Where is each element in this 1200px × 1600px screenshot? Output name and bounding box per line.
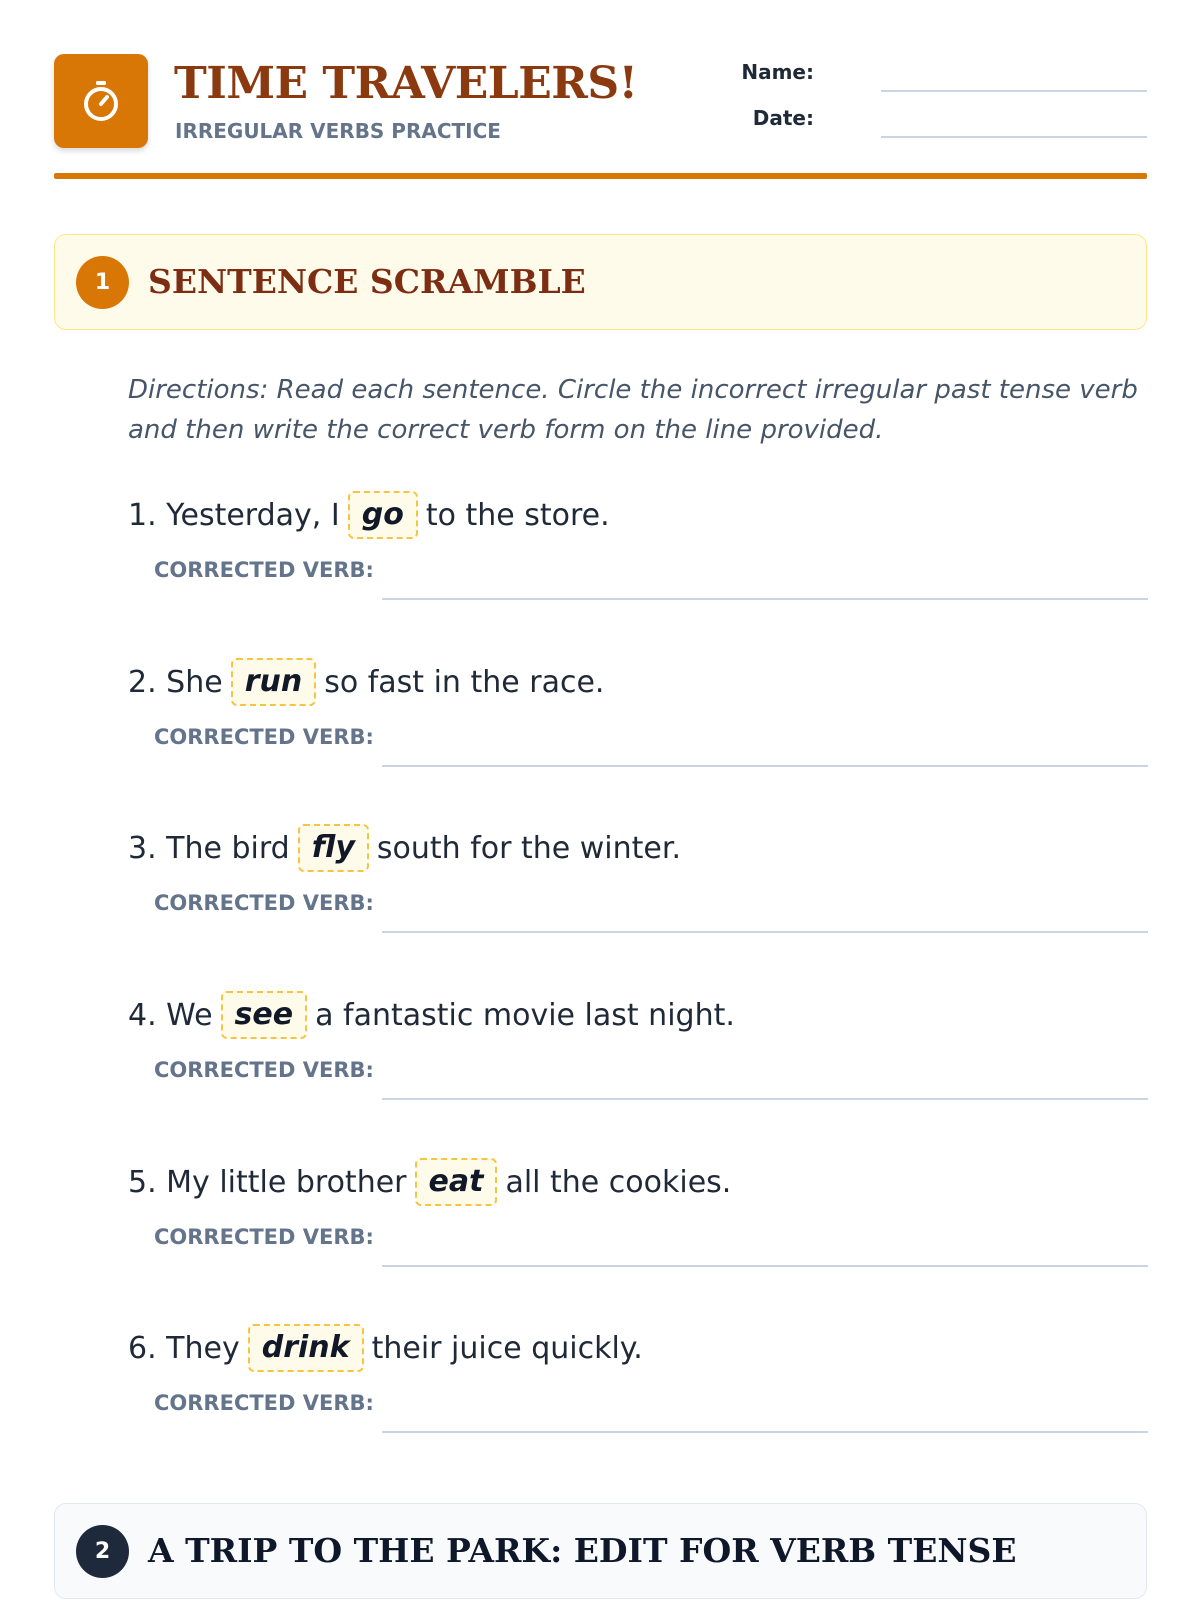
verb-box[interactable]: fly — [298, 824, 369, 872]
corrected-verb-line[interactable] — [382, 1265, 1148, 1267]
exercise-sentence — [128, 657, 604, 707]
corrected-verb-line[interactable] — [382, 765, 1148, 767]
page-title: TIME TRAVELERS! — [174, 58, 638, 109]
corrected-verb-label: CORRECTED VERB: — [154, 558, 374, 582]
corrected-verb-line[interactable] — [382, 598, 1148, 600]
corrected-verb-line[interactable] — [382, 1431, 1148, 1433]
exercise-sentence — [128, 490, 610, 540]
page-subtitle: IRREGULAR VERBS PRACTICE — [175, 119, 501, 143]
section-number-badge: 1 — [76, 256, 129, 309]
sentence-start: 1. Yesterday, I — [128, 497, 340, 533]
corrected-verb-label: CORRECTED VERB: — [154, 1391, 374, 1415]
date-line[interactable] — [881, 136, 1147, 138]
verb-box[interactable]: go — [348, 491, 418, 539]
corrected-verb-label: CORRECTED VERB: — [154, 725, 374, 749]
name-line[interactable] — [881, 90, 1147, 92]
logo-badge — [54, 54, 148, 148]
stopwatch-icon — [78, 78, 124, 124]
section-title: SENTENCE SCRAMBLE — [148, 262, 586, 301]
sentence-end: to the store. — [425, 497, 610, 533]
verb-box[interactable]: see — [221, 991, 308, 1039]
corrected-verb-line[interactable] — [382, 931, 1148, 933]
sentence-end: so fast in the race. — [324, 664, 605, 700]
section-title: A TRIP TO THE PARK: EDIT FOR VERB TENSE — [148, 1531, 1017, 1570]
sentence-start: 2. She — [128, 664, 223, 700]
corrected-verb-label: CORRECTED VERB: — [154, 1225, 374, 1249]
exercise-sentence — [128, 990, 735, 1040]
name-label: Name: — [741, 60, 814, 84]
exercise-item — [128, 1323, 1148, 1453]
exercise-item — [128, 657, 1148, 787]
sentence-start: 5. My little brother — [128, 1164, 407, 1200]
corrected-verb-label: CORRECTED VERB: — [154, 891, 374, 915]
exercise-item — [128, 990, 1148, 1120]
exercise-item — [128, 823, 1148, 953]
section-2-header — [54, 1503, 1147, 1599]
sentence-end: their juice quickly. — [371, 1330, 643, 1366]
date-label: Date: — [752, 106, 814, 130]
header-divider — [54, 173, 1147, 179]
exercise-item — [128, 1157, 1148, 1287]
sentence-end: a fantastic movie last night. — [315, 997, 735, 1033]
exercise-sentence — [128, 1323, 643, 1373]
directions-text: Directions: Read each sentence. Circle the incorrect irregular past tense verb and then write the correct verb form on the line provided. — [128, 375, 1138, 445]
exercise-sentence — [128, 1157, 731, 1207]
section-1-header — [54, 234, 1147, 330]
verb-box[interactable]: eat — [415, 1158, 498, 1206]
corrected-verb-label: CORRECTED VERB: — [154, 1058, 374, 1082]
section-number-badge: 2 — [76, 1525, 129, 1578]
sentence-start: 6. They — [128, 1330, 240, 1366]
name-field[interactable] — [734, 54, 1147, 94]
date-field[interactable] — [734, 100, 1147, 140]
verb-box[interactable]: drink — [248, 1324, 364, 1372]
sentence-start: 4. We — [128, 997, 213, 1033]
corrected-verb-line[interactable] — [382, 1098, 1148, 1100]
sentence-end: all the cookies. — [505, 1164, 732, 1200]
verb-box[interactable]: run — [231, 658, 317, 706]
exercise-item — [128, 490, 1148, 620]
sentence-start: 3. The bird — [128, 830, 290, 866]
exercise-sentence — [128, 823, 681, 873]
sentence-end: south for the winter. — [376, 830, 681, 866]
worksheet-header — [54, 54, 1147, 149]
